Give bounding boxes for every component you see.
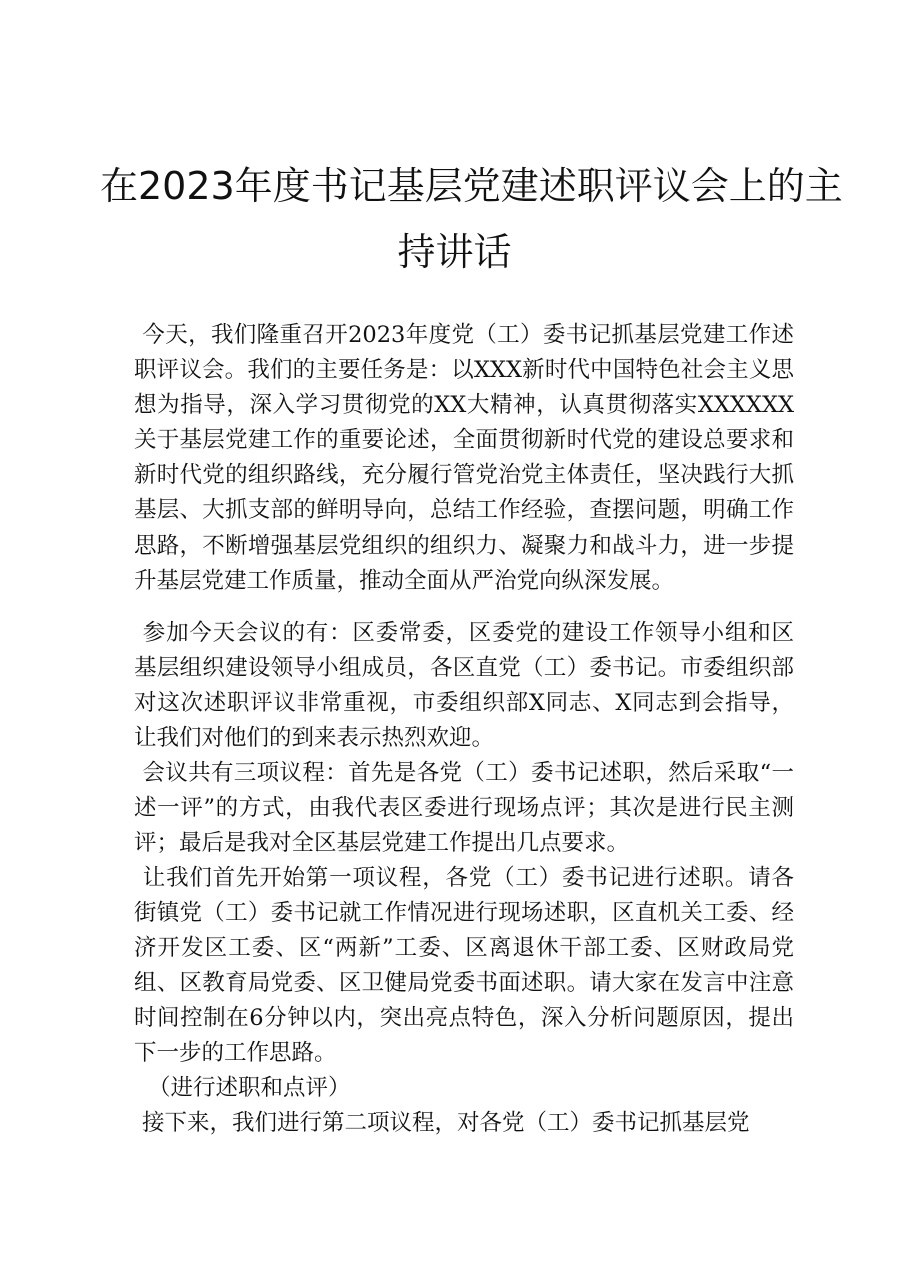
- paragraph-attendees: [134, 616, 794, 756]
- paragraph-first-agenda-item: [134, 861, 794, 1072]
- paragraph-text: 让我们首先开始第一项议程，各党（工）委书记进行述职。请各街镇党（工）委书记就工作情况进行现场述职，区直机关工委、经济开发区工委、区“两新”工委、区离退休干部工委、区财政局党组、区教育局党委、区卫健局党委书面述职。请大家在发言中注意时间控制在6分钟以内，突出亮点特色，深入分析问题原因，提出下一步的工作思路。: [134, 865, 794, 1067]
- paragraph-text: 接下来，我们进行第二项议程，对各党（工）委书记抓基层党: [142, 1110, 750, 1136]
- paragraph-agenda: [134, 756, 794, 861]
- paragraph-text: （进行述职和点评）: [148, 1075, 351, 1101]
- paragraph-text: 参加今天会议的有：区委常委，区委党的建设工作领导小组和区基层组织建设领导小组成员，各区直党（工）委书记。市委组织部对这次述职评议非常重视，市委组织部X同志、X同志到会指导，让我们对他们的到来表示热烈欢迎。: [134, 620, 794, 752]
- paragraph-stage-note: [140, 1071, 800, 1106]
- paragraph-second-agenda-item: [134, 1106, 794, 1141]
- document-title-line-2: 持讲话: [397, 230, 512, 274]
- paragraph-text: 今天，我们隆重召开2023年度党（工）委书记抓基层党建工作述职评议会。我们的主要任务是：以XXX新时代中国特色社会主义思想为指导，深入学习贯彻党的XX大精神，认真贯彻落实XXXXXX关于基层党建工作的重要论述，全面贯彻新时代党的建设总要求和新时代党的组织路线，充分履行管党治党主体责任，坚决践行大抓基层、大抓支部的鲜明导向，总结工作经验，查摆问题，明确工作思路，不断增强基层党组织的组织力、凝聚力和战斗力，进一步提升基层党建工作质量，推动全面从严治党向纵深发展。: [134, 322, 794, 594]
- paragraph-opening: [134, 318, 794, 599]
- paragraph-text: 会议共有三项议程：首先是各党（工）委书记述职，然后采取“一述一评”的方式，由我代表区委进行现场点评；其次是进行民主测评；最后是我对全区基层党建工作提出几点要求。: [134, 760, 794, 857]
- document-title-line-1: 在2023年度书记基层党建述职评议会上的主: [100, 164, 843, 208]
